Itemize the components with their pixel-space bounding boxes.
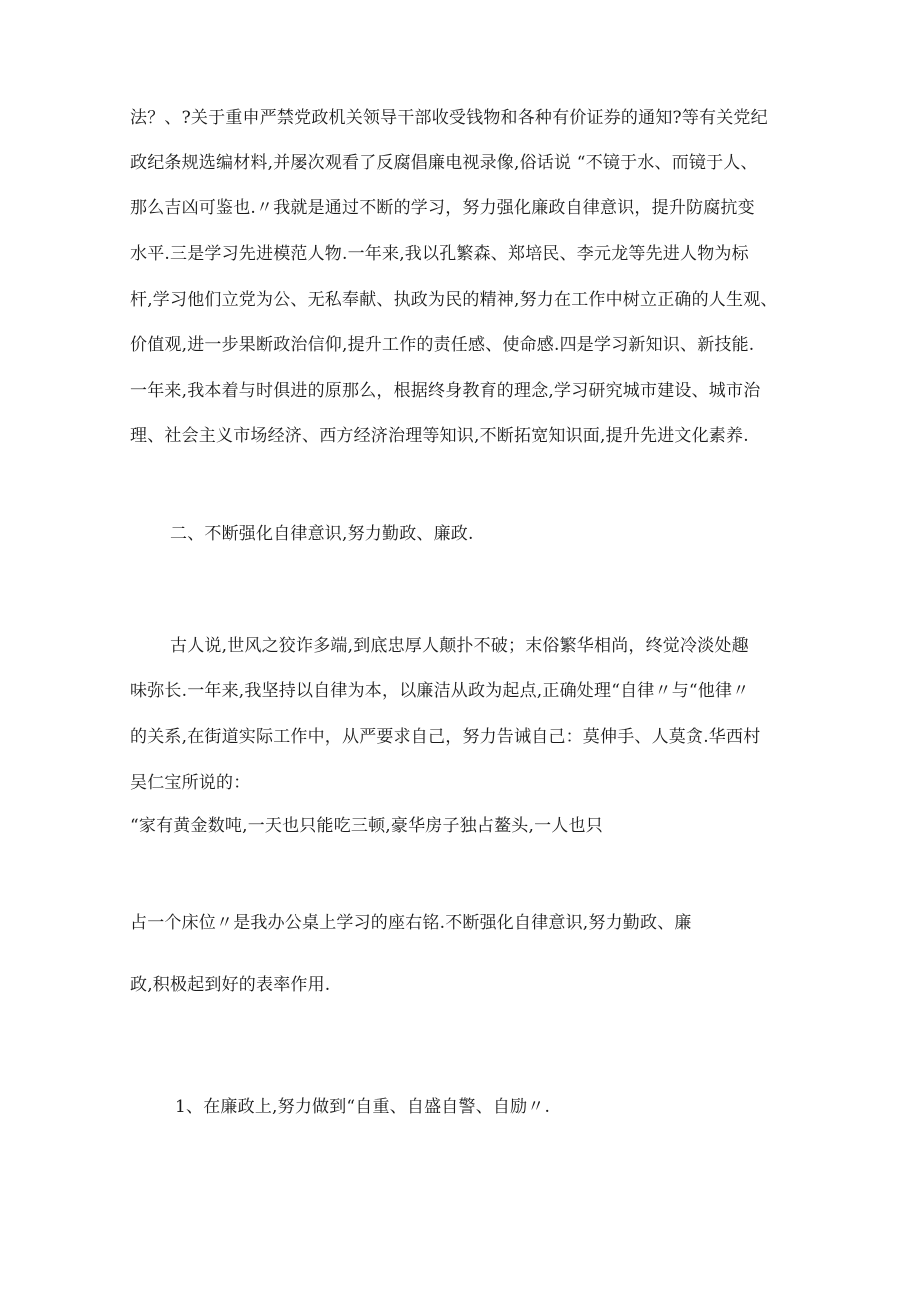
paragraph-2-line-5: “家有黄金数吨,一天也只能吃三顿,豪华房子独占鳌头,一人也只	[130, 816, 603, 836]
paragraph-1-line-3: 那么吉凶可鉴也.〃我就是通过不断的学习，努力强化廉政自律意识，提升防腐抗变	[130, 198, 755, 218]
paragraph-1-line-7: 一年来,我本着与时俱进的原那么，根据终身教育的理念,学习研究城市建设、城市治	[130, 381, 761, 401]
paragraph-1-line-8: 理、社会主义市场经济、西方经济治理等知识,不断拓宽知识面,提升先进文化素养.	[130, 426, 749, 446]
paragraph-1-line-4: 水平.三是学习先进模范人物.一年来,我以孔繁森、郑培民、李元龙等先进人物为标	[130, 244, 749, 264]
paragraph-2-line-2: 味弥长.一年来,我坚持以自律为本，以廉洁从政为起点,正确处理“自律〃与“他律〃	[130, 681, 750, 701]
paragraph-1-line-1: 法？、?关于重申严禁党政机关领导干部收受钱物和各种有价证券的通知?等有关党纪	[130, 108, 768, 128]
paragraph-3-line-1: 占一个床位〃是我办公桌上学习的座右铭.不断强化自律意识,努力勤政、廉	[130, 913, 692, 933]
paragraph-1-line-6: 价值观,进一步果断政治信仰,提升工作的责任感、使命感.四是学习新知识、新技能.	[130, 335, 755, 355]
paragraph-2-line-1: 古人说,世风之狡诈多端,到底忠厚人颠扑不破；末俗繁华相尚，终觉冷淡处趣	[170, 636, 749, 656]
paragraph-1-line-2: 政纪条规选编材料,并屡次观看了反腐倡廉电视录像,俗话说 “不镜于水、而镜于人、	[130, 153, 758, 173]
paragraph-3-line-2: 政,积极起到好的表率作用.	[130, 975, 331, 995]
section-heading-2: 二、不断强化自律意识,努力勤政、廉政.	[170, 524, 474, 544]
paragraph-2-line-4: 吴仁宝所说的：	[130, 773, 251, 793]
list-item-1: 1、在廉政上,努力做到“自重、自盛自警、自励〃.	[175, 1097, 551, 1117]
paragraph-1-line-5: 杆,学习他们立党为公、无私奉献、执政为民的精神,努力在工作中树立正确的人生观、	[130, 290, 778, 310]
paragraph-2-line-3: 的关系,在街道实际工作中，从严要求自己，努力告诫自己：莫伸手、人莫贪.华西村	[130, 727, 761, 747]
